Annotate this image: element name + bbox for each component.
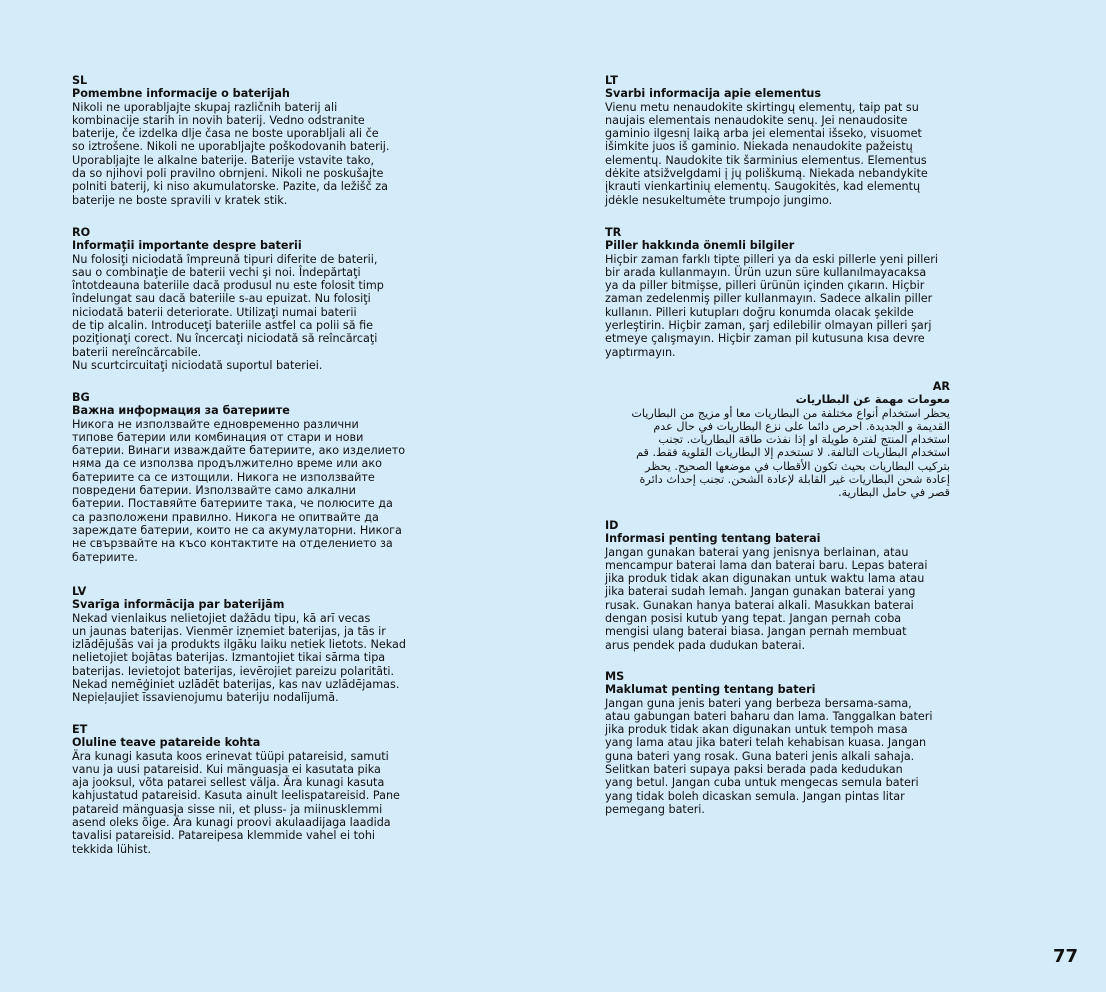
section-heading: Svarbi informacija apie elementus	[605, 87, 822, 101]
section-body: Vienu metu nenaudokite skirtingų elementų, taip pat su naujais elementais nenaudokite senų. Jei nenaudosite gaminio ilgesnį laiką arba jei elementai išseko, visuomet išimkite juos iš gaminio. Niekada nenaudokite pažeistų elementų. Naudokite tik šarminius elementus. Elementus dėkite atsižvelgdami į jų poliškumą. Niekada nebandykite įkrauti vienkartinių elementų. Saugokitės, kad elementų jdėkle nesukeltumėte trumpojo jungimo.	[605, 100, 928, 207]
section-ms	[605, 670, 932, 816]
section-body: Nu folosiţi niciodată împreună tipuri diferite de baterii, sau o combinaţie de baterii vechi şi noi. Îndepărtaţi întotdeauna bateriile dacă produsul nu este folosit timp îndelungat sau dacă bateriile s-au epuizat. Nu folosiţi niciodată baterii deteriorate. Utilizaţi numai baterii de tip alcalin. Introduceţi bateriile astfel ca polii să fie poziţionaţi corect. Nu încercaţi niciodată să reîncărcaţi baterii nereîncărcabile. Nu scurtcircuitaţi niciodată suportul bateriei.	[72, 252, 384, 372]
section-heading: Maklumat penting tentang bateri	[605, 683, 816, 697]
section-sl	[72, 74, 389, 207]
language-code: SL	[72, 74, 88, 87]
section-heading: Важна информация за батериите	[72, 404, 290, 418]
section-body: Jangan gunakan baterai yang jenisnya berlainan, atau mencampur baterai lama dan baterai baru. Lepas baterai jika produk tidak akan digunakan untuk waktu lama atau jika baterai sudah lemah. Jangan gunakan baterai yang rusak. Gunakan hanya baterai alkali. Masukkan baterai dengan posisi kutub yang tepat. Jangan pernah coba mengisi ulang baterai biasa. Jangan pernah membuat arus pendek pada dudukan baterai.	[605, 545, 928, 652]
language-code: ID	[605, 519, 619, 532]
section-heading: Informasi penting tentang baterai	[605, 532, 821, 546]
section-heading: معومات مهمة عن البطاريات	[795, 393, 950, 407]
language-code: BG	[72, 391, 90, 404]
language-code: TR	[605, 226, 622, 239]
section-heading: Informaţii importante despre baterii	[72, 239, 302, 253]
language-code: MS	[605, 670, 625, 683]
section-body: Ära kunagi kasuta koos erinevat tüüpi patareisid, samuti vanu ja uusi patareisid. Kui mänguasja ei kasutata pika aja jooksul, võta patarei sellest välja. Ära kunagi kasuta kahjustatud patareisid. Kasuta ainult leelispatareisid. Pane patareid mänguasja sisse nii, et pluss- ja miinusklemmi asend oleks õige. Ära kunagi proovi akulaadijaga laadida tavalisi patareisid. Patareipesa klemmide vahel ei tohi tekkida lühist.	[72, 749, 400, 856]
section-ar	[605, 380, 950, 500]
section-body: Jangan guna jenis bateri yang berbeza bersama-sama, atau gabungan bateri baharu dan lama. Tanggalkan bateri jika produk tidak akan digunakan untuk tempoh masa yang lama atau jika bateri telah kehabisan kuasa. Jangan guna bateri yang rosak. Guna bateri jenis alkali sahaja. Selitkan bateri supaya paksi berada pada kedudukan yang betul. Jangan cuba untuk mengecas semula bateri yang tidak boleh dicaskan semula. Jangan pintas litar pemegang bateri.	[605, 696, 933, 816]
section-lt	[605, 74, 928, 207]
page-number: 77	[1052, 946, 1078, 967]
section-body: يحظر استخدام أنواع مختلفة من البطاريات معا أو مزيج من البطاريات القديمة و الجديدة. احرص دائما على نزع البطاريات في حال عدم استخدام المنتج لفترة طويلة او إذا نفذت طاقة البطاريات. تجنب استخدام البطاريات التالفة. لا تستخدم إلا البطاريات القلوية فقط. قم بتركيب البطاريات بحيث تكون الأقطاب في موضعها الصحيح. يحظر إعادة شحن البطاريات غير القابلة لإعادة الشحن. تجنب إحداث دائرة قصر في حامل البطارية.	[631, 406, 950, 500]
section-heading: Piller hakkında önemli bilgiler	[605, 239, 795, 253]
language-code: AR	[932, 380, 950, 393]
section-id	[605, 519, 928, 652]
section-body: Nikoli ne uporabljajte skupaj različnih baterij ali kombinacije starih in novih baterij. Vedno odstranite baterije, če izdelka dlje časa ne boste uporabljali ali če so iztrošene. Nikoli ne uporabljajte poškodovanih baterij. Uporabljajte le alkalne baterije. Baterije vstavite tako, da so njihovi poli pravilno obrnjeni. Nikoli ne poskušajte polniti baterij, ki niso akumulatorske. Pazite, da ležišč za baterije ne boste spravili v kratek stik.	[72, 100, 390, 207]
section-body: Nekad vienlaikus nelietojiet dažādu tipu, kā arī vecas un jaunas baterijas. Vienmēr izņemiet baterijas, ja tās ir izlādējušās vai ja produkts ilgāku laiku netiek lietots. Nekad nelietojiet bojātas baterijas. Izmantojiet tikai sārma tipa baterijas. Ievietojot baterijas, ievērojiet pareizu polaritāti. Nekad nemēģiniet uzlādēt baterijas, kas nav uzlādējamas. Nepieļaujiet īssavienojumu bateriju nodalījumā.	[72, 611, 406, 705]
section-ro	[72, 226, 384, 372]
section-heading: Svarīga informācija par baterijām	[72, 598, 285, 612]
language-code: LT	[605, 74, 618, 87]
section-heading: Oluline teave patareide kohta	[72, 736, 261, 750]
section-bg	[72, 391, 405, 564]
section-tr	[605, 226, 938, 359]
language-code: LV	[72, 585, 87, 598]
language-code: RO	[72, 226, 91, 239]
section-lv	[72, 585, 406, 705]
section-heading: Pomembne informacije o baterijah	[72, 87, 290, 101]
section-body: Hiçbir zaman farklı tipte pilleri ya da eski pillerle yeni pilleri bir arada kullanmayın. Ürün uzun süre kullanılmayacaksa ya da piller bitmişse, pilleri ürünün içinden çıkarın. Hiçbir zaman zedelenmiş piller kullanmayın. Sadece alkalin piller kullanın. Pilleri kutupları doğru konumda olacak şekilde yerleştirin. Hiçbir zaman, şarj edilebilir olmayan pilleri şarj etmeye çalışmayın. Hiçbir zaman pil kutusuna kısa devre yaptırmayın.	[605, 252, 938, 359]
language-code: ET	[72, 723, 88, 736]
section-et	[72, 723, 400, 856]
section-body: Никога не използвайте едновременно различни типове батерии или комбинация от стари и нови батерии. Винаги изваждайте батериите, ако изделието няма да се използва продължително време или ако батериите са се изтощили. Никога не използвайте повредени батерии. Използвайте само алкални батерии. Поставяйте батериите така, че полюсите да са разположени правилно. Никога не опитвайте да зареждате батерии, които не са акумулаторни. Никога не свързвайте на късо контактите на отделението за батериите.	[72, 417, 406, 564]
